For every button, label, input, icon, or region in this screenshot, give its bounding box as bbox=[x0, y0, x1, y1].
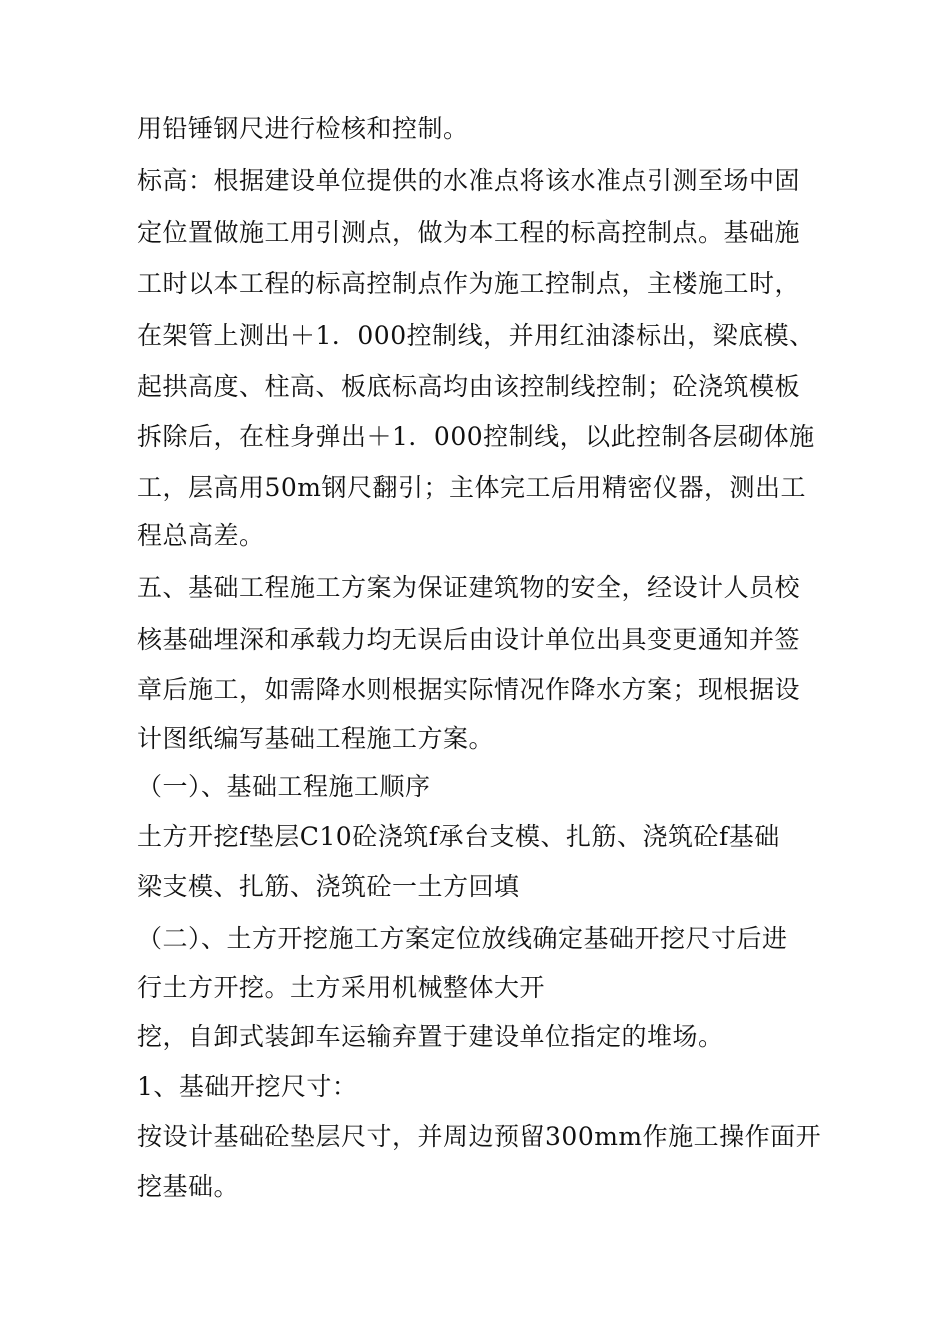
text-line: 行土方开挖。土方采用机械整体大开 bbox=[137, 973, 546, 1002]
text-line: 程总高差。 bbox=[137, 521, 265, 550]
text-line: 章后施工，如需降水则根据实际情况作降水方案；现根据设 bbox=[137, 675, 801, 704]
text-line: 用铅锤钢尺进行检核和控制。 bbox=[137, 114, 469, 143]
text-line: 工，层高用50m钢尺翻引；主体完工后用精密仪器，测出工 bbox=[137, 473, 807, 502]
text-line: 挖，自卸式装卸车运输弃置于建设单位指定的堆场。 bbox=[137, 1022, 724, 1051]
subsection-heading: （二）、土方开挖施工方案定位放线确定基础开挖尺寸后进 bbox=[137, 924, 788, 953]
text-line: 定位置做施工用引测点，做为本工程的标高控制点。基础施 bbox=[137, 218, 801, 247]
text-line: 在架管上测出＋1．000控制线，并用红油漆标出，梁底模、 bbox=[137, 321, 815, 350]
text-line: 梁支模、扎筋、浇筑砼一土方回填 bbox=[137, 872, 520, 901]
section-heading: 五、基础工程施工方案为保证建筑物的安全，经设计人员校 bbox=[137, 573, 801, 602]
text-line: 计图纸编写基础工程施工方案。 bbox=[137, 724, 495, 753]
text-line: 拆除后，在柱身弹出＋1．000控制线，以此控制各层砌体施 bbox=[137, 422, 815, 451]
text-line: 标高：根据建设单位提供的水准点将该水准点引测至场中固 bbox=[137, 166, 801, 195]
text-line: 按设计基础砼垫层尺寸，并周边预留300mm作施工操作面开 bbox=[137, 1122, 822, 1151]
text-line: 土方开挖f垫层C10砼浇筑f承台支模、扎筋、浇筑砼f基础 bbox=[137, 822, 780, 851]
list-item-heading: 1、基础开挖尺寸： bbox=[137, 1072, 358, 1101]
text-line: 挖基础。 bbox=[137, 1172, 240, 1201]
subsection-heading: （一）、基础工程施工顺序 bbox=[137, 772, 431, 801]
text-line: 核基础埋深和承载力均无误后由设计单位出具变更通知并签 bbox=[137, 625, 801, 654]
text-line: 起拱高度、柱高、板底标高均由该控制线控制；砼浇筑模板 bbox=[137, 372, 801, 401]
text-line: 工时以本工程的标高控制点作为施工控制点，主楼施工时， bbox=[137, 269, 801, 298]
